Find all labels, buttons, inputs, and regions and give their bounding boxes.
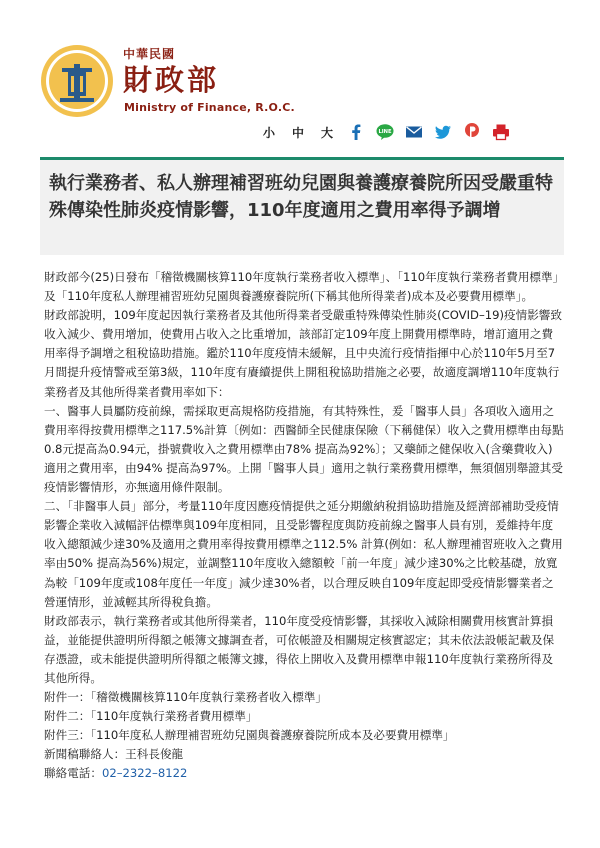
ministry-emblem-icon (40, 44, 114, 118)
press-contact: 新聞稿聯絡人：王科長俊龍 (44, 747, 184, 762)
contact-phone (44, 764, 564, 783)
share-facebook-button[interactable] (344, 120, 368, 144)
facebook-icon (346, 122, 366, 142)
share-plurk-button[interactable] (460, 120, 484, 144)
font-size-medium-button[interactable]: 中 (291, 125, 304, 140)
page-title: 執行業務者、私人辦理補習班幼兒園與養護療養院所因受嚴重特殊傳染性肺炎疫情影響，110年度適用之費用率得予調增 (49, 173, 553, 221)
font-size-small-button[interactable]: 小 (262, 125, 275, 140)
title-banner (40, 160, 564, 255)
article-body (44, 268, 564, 784)
share-toolbar (257, 120, 513, 144)
font-size-large-button[interactable]: 大 (320, 125, 333, 140)
org-name-small: 中華民國 (123, 47, 176, 61)
share-twitter-button[interactable] (431, 120, 455, 144)
attachment-3-link[interactable]: 附件三：「110年度私人辦理補習班幼兒園與養護療養院所成本及必要費用標準」 (44, 728, 455, 743)
share-email-button[interactable] (402, 120, 426, 144)
attachment-2-link[interactable]: 附件二：「110年度執行業務者費用標準」 (44, 709, 258, 724)
paragraph-non-medical: 二、「非醫事人員」部分，考量110年度因應疫情提供之延分期繳納稅捐協助措施及經濟部補助受疫情影響企業收入減幅評估標準與109年度相同，且受影響程度與防疫前線之醫事人員有別，爰維持年度收入總額減少達30%及適用之費用率得按費用標準之112.5% 計算(例如：私人辦理補習班收入之費用率由50% 提高為56%)規定，並調整110年度收入總額較「前一年度」減少達30%之比較基礎，放寬為較「109年度或108年度任一年度」減少達30%者，以合理反映自109年度起即受疫情影響業者之營運情形，並減輕其所得稅負擔。 (44, 499, 563, 609)
svg-text:LINE: LINE (378, 129, 392, 136)
contact-phone-label: 聯絡電話： (44, 766, 102, 781)
paragraph-intro: 財政部今(25)日發布「稽徵機關核算110年度執行業務者收入標準」、「110年度執行業務者費用標準」及「110年度私人辦理補習班幼兒園與養護療養院所(下稱其他所得業者)成本及必要費用標準」。 (44, 270, 559, 304)
org-name: 財政部 (123, 63, 220, 97)
line-icon (375, 122, 395, 142)
contact-phone-number[interactable]: 02–2322–8122 (101, 766, 188, 781)
share-line-button[interactable] (373, 120, 397, 144)
print-button[interactable] (489, 120, 513, 144)
org-name-english: Ministry of Finance, R.O.C. (124, 101, 295, 114)
attachment-1-link[interactable]: 附件一：「稽徵機關核算110年度執行業務者收入標準」 (44, 690, 327, 705)
print-icon (491, 122, 511, 142)
paragraph-medical-personnel: 一、醫事人員屬防疫前線，需採取更高規格防疫措施，有其特殊性，爰「醫事人員」各項收入適用之費用率得按費用標準之117.5%計算〔例如：西醫師全民健康保險（下稱健保）收入之費用標準由每點0.8元提高為0.94元，掛號費收入之費用標準由78% 提高為92%〕；又藥師之健保收入(含藥費收入)適用之費用率，由94% 提高為97%。上開「醫事人員」適用之執行業務費用標準，無須個別舉證其受疫情影響情形，亦無適用條件限制。 (44, 403, 564, 495)
plurk-icon (462, 122, 482, 142)
paragraph-statement: 財政部表示，執行業務者或其他所得業者，110年度受疫情影響，其採收入減除相關費用核實計算損益，並能提供證明所得額之帳簿文據調查者，可依帳證及相關規定核實認定；其未依法設帳記載及保存憑證，或未能提供證明所得額之帳簿文據，得依上開收入及費用標準申報110年度執行業務所得及其他所得。 (44, 613, 555, 685)
paragraph-explanation: 財政部說明，109年度起因執行業務者及其他所得業者受嚴重特殊傳染性肺炎(COVID–19)疫情影響致收入減少、費用增加，使費用占收入之比重增加，該部訂定109年度上開費用標準時，增訂適用之費用率得予調增之租稅協助措施。鑑於110年度疫情未緩解，且中央流行疫情指揮中心於110年5月至7月間提升疫情警戒至第3級，110年度有賡續提供上開租稅協助措施之必要，故適度調增110年度執行業務者及其他所得業者費用率如下： (44, 308, 562, 399)
email-icon (404, 122, 424, 142)
twitter-icon (433, 122, 453, 142)
site-header (0, 0, 600, 150)
